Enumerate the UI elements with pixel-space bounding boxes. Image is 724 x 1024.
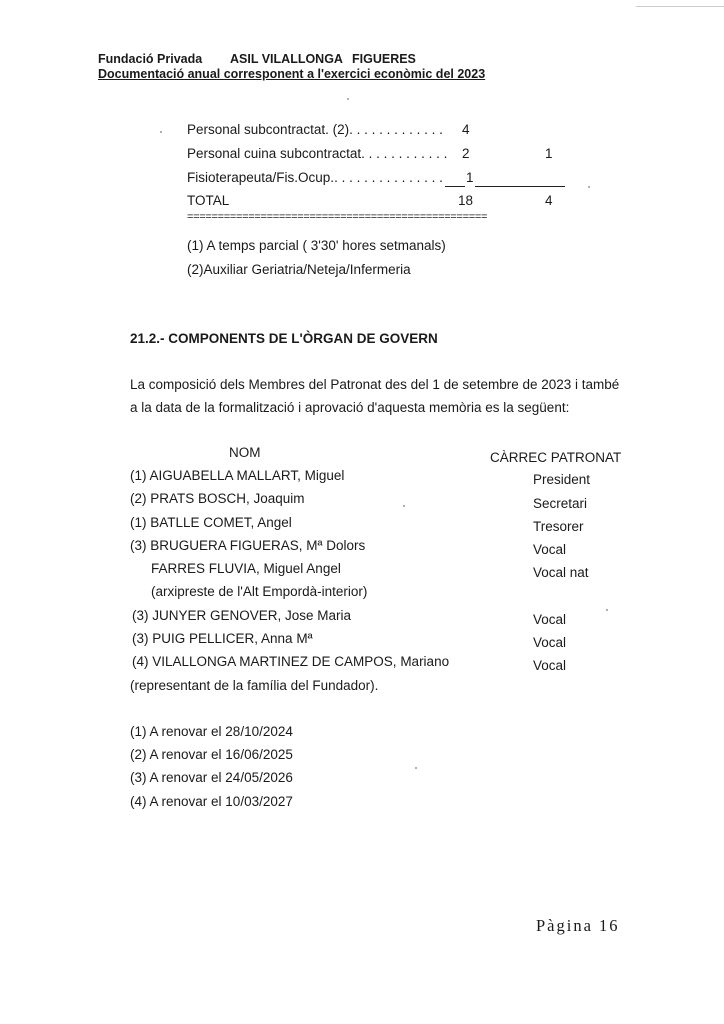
section-title: 21.2.- COMPONENTS DE L'ÒRGAN DE GOVERN — [130, 331, 438, 346]
renewal-note: (2) A renovar el 16/06/2025 — [130, 747, 293, 762]
scan-edge-mark — [636, 6, 724, 7]
staff-row-col1: 4 — [462, 122, 470, 137]
member-role: Vocal — [533, 658, 567, 673]
blank-underline — [445, 172, 465, 187]
member-role: President — [533, 472, 591, 487]
member-note: (representant de la família del Fundador). — [130, 678, 379, 693]
double-separator: ================================================= — [187, 211, 488, 223]
member-role: Secretari — [533, 496, 588, 511]
staff-note: (2)Auxiliar Geriatria/Neteja/Infermeria — [187, 262, 411, 277]
member-name: (3) BRUGUERA FIGUERAS, Mª Dolors — [130, 538, 366, 553]
scan-speck — [347, 98, 349, 100]
page-number: Pàgina 16 — [536, 916, 620, 935]
staff-row-col1: 2 — [462, 146, 470, 161]
member-name: FARRES FLUVIA, Miguel Angel — [151, 561, 341, 576]
staff-row-label: Fisioterapeuta/Fis.Ocup.. . . . . . . . . . . . . . . — [187, 170, 443, 185]
staff-row-label: Personal subcontractat. (2). . . . . . . . . . . . . — [187, 122, 443, 137]
member-name: (1) AIGUABELLA MALLART, Miguel — [130, 468, 345, 483]
scan-speck — [606, 609, 608, 611]
renewal-note: (1) A renovar el 28/10/2024 — [130, 724, 293, 739]
intro-text: a la data de la formalització i aprovació d'aquesta memòria es la següent: — [130, 400, 570, 415]
staff-row-label: Personal cuina subcontractat. . . . . . . . . . . . — [187, 146, 448, 161]
member-name: (3) JUNYER GENOVER, Jose Maria — [132, 608, 352, 623]
city: FIGUERES — [352, 52, 416, 66]
member-name: (4) VILALLONGA MARTINEZ DE CAMPOS, Mariano — [132, 654, 450, 669]
staff-row-col1: 1 — [466, 170, 474, 185]
org-type: Fundació Privada — [98, 52, 203, 66]
staff-row-col2: 1 — [545, 146, 553, 161]
total-col2: 4 — [545, 193, 553, 208]
member-role: Vocal — [533, 635, 567, 650]
blank-underline — [475, 172, 565, 187]
scan-speck — [588, 186, 590, 188]
member-role: Vocal — [533, 542, 567, 557]
total-label: TOTAL — [187, 193, 230, 208]
renewal-note: (3) A renovar el 24/05/2026 — [130, 770, 293, 785]
member-name: (1) BATLLE COMET, Angel — [130, 515, 292, 530]
renewal-note: (4) A renovar el 10/03/2027 — [130, 794, 293, 809]
scan-speck — [403, 505, 405, 507]
column-header-role: CÀRREC PATRONAT — [490, 450, 622, 465]
member-role: Vocal nat — [533, 565, 589, 580]
member-role: Vocal — [533, 612, 567, 627]
scan-speck — [160, 131, 162, 133]
staff-note: (1) A temps parcial ( 3'30' hores setmanals) — [187, 238, 446, 253]
member-role: Tresorer — [533, 519, 584, 534]
scan-speck — [415, 767, 417, 769]
org-name: ASIL VILALLONGA — [230, 52, 343, 66]
member-note: (arxipreste de l'Alt Empordà-interior) — [151, 584, 368, 599]
document-subtitle: Documentació anual corresponent a l'exercici econòmic del 2023 — [98, 67, 486, 81]
column-header-name: NOM — [229, 445, 261, 460]
member-name: (3) PUIG PELLICER, Anna Mª — [132, 631, 313, 646]
total-col1: 18 — [458, 193, 474, 208]
member-name: (2) PRATS BOSCH, Joaquim — [130, 491, 305, 506]
intro-text: La composició dels Membres del Patronat des del 1 de setembre de 2023 i també — [130, 377, 620, 392]
